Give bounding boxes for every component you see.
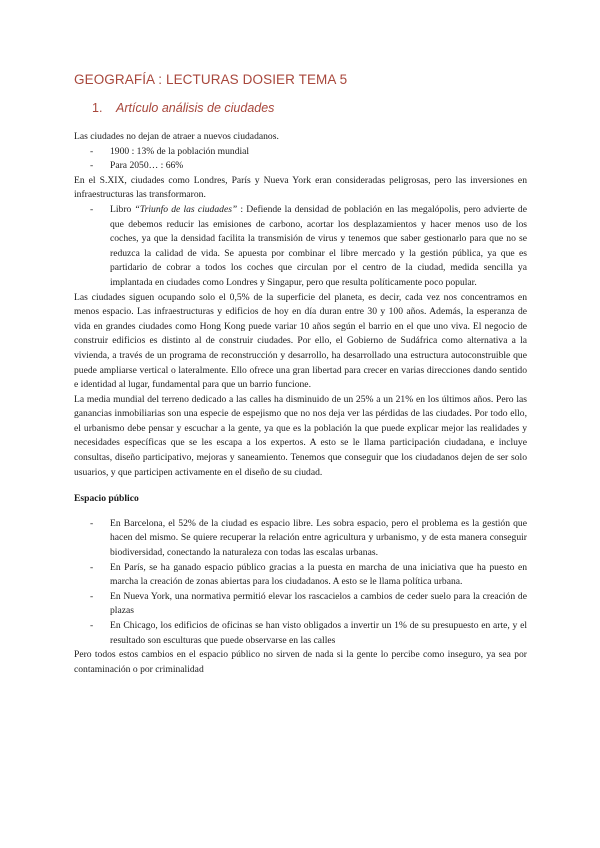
section-heading [92, 101, 274, 115]
book-list [74, 203, 527, 291]
list-item: - 1900 : 13% de la población mundial [74, 145, 527, 160]
book-description: : Defiende la densidad de población en las megalópolis, pero advierte de que debemos reducir las emisiones de carbono, acortar los desplazamientos y hacer menos uso de los coches, ya que la densidad facilita la transmisión de virus y tenemos que saber gestionarlo para que no se reduzca la calidad de vida. Se apuesta por combinar el libre mercado y la gestión pública, ya que es partidario de cobrar a todos los coches que circulan por el centro de la ciudad, medida sencilla ya implantada en ciudades como Londres y Singapur, pero que resulta políticamente poco popular. [110, 203, 527, 288]
closing-paragraph: Pero todos estos cambios en el espacio público no sirven de nada si la gente lo percibe como inseguro, ya sea por contaminación o por criminalidad [74, 649, 527, 675]
book-prefix: Libro [110, 203, 135, 215]
list-item: - En Barcelona, el 52% de la ciudad es espacio libre. Les sobra espacio, pero el problema es la gestión que hacen del mismo. Se quiere recuperar la relación entre agricultura y urbanismo, y de esta manera conseguir biodiversidad, conectando la naturaleza con todas las escalas urbanas. [74, 517, 527, 561]
list-item: - En Nueva York, una normativa permitió elevar los rascacielos a cambios de ceder suelo para la creación de plazas [74, 590, 527, 619]
section-number: 1. [92, 101, 103, 115]
surface-paragraph: Las ciudades siguen ocupando solo el 0,5% de la superficie del planeta, es decir, cada vez nos concentramos en menos espacio. Las infraestructuras y edificios de hoy en día duran entre 30 y 100 años. Además, la esperanza de vida en grandes ciudades como Hong Kong puede variar 10 años según el barrio en el que uno viva. El negocio de construir edificios es distinto al de construir ciudades. Por ello, el Gobierno de Sudáfrica como alternativa a la vivienda, a través de un programa de reconstrucción y desarrollo, ha desarrollado una estructura autoconstruible que puede ampliarse vertical o lateralmente. Ello ofrece una gran libertad para crecer en varias direcciones dando sentido e identidad al lugar, fundamental para que un barrio funcione. [74, 291, 527, 391]
public-space-list [74, 517, 527, 648]
page-title: GEOGRAFÍA : LECTURAS DOSIER TEMA 5 [74, 72, 348, 87]
document-body [74, 130, 527, 677]
sxix-paragraph: En el S.XIX, ciudades como Londres, París y Nueva York eran consideradas peligrosas, pero las inversiones en infraestructuras las transformaron. [74, 174, 527, 201]
book-title: “Triunfo de las ciudades” [134, 203, 238, 215]
list-item: - En Chicago, los edificios de oficinas se han visto obligados a invertir un 1% de su presupuesto en arte, y el resultado son esculturas que puede observarse en las calles [74, 619, 527, 648]
intro-paragraph: Las ciudades no dejan de atraer a nuevos ciudadanos. [74, 131, 279, 142]
list-item: - En París, se ha ganado espacio público gracias a la puesta en marcha de una iniciativa que ha puesto en marcha la creación de zonas abiertas para los ciudadanos. A esto se le llama política urbana. [74, 561, 527, 590]
list-item: - Para 2050… : 66% [74, 159, 527, 174]
streets-paragraph: La media mundial del terreno dedicado a las calles ha disminuido de un 25% a un 21% en los últimos años. Pero las ganancias inmobiliarias son una especie de espejismo que no nos deja ver las pérdidas de las ciudades. Por todo ello, el urbanismo debe pensar y escuchar a la gente, ya que es la población la que puede explicar mejor las realidades y necesidades específicas que se les escapa a los expertos. A esto se le llama participación ciudadana, e incluye consultas, diseño participativo, mejoras y saneamiento. Tenemos que conseguir que los ciudadanos dejen de ser solo usuarios, y que participen activamente en el diseño de su ciudad. [74, 393, 527, 478]
intro-list [74, 145, 527, 174]
public-space-heading: Espacio público [74, 493, 139, 505]
book-list-item [74, 203, 527, 291]
section-title: Artículo análisis de ciudades [116, 101, 275, 115]
